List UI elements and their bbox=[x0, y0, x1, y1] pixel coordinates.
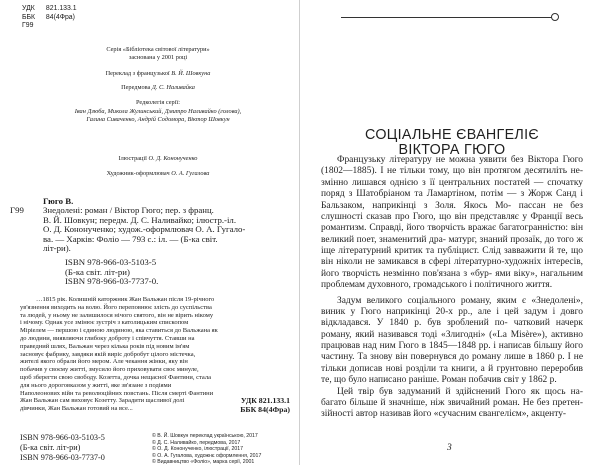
catalog-record: Гюго В. Г99 Знедолені: роман / Віктор Гюго; пер. з франц. В. Й. Шовкун; передм. Д. С. Наливайко; ілюстр.-іл. О. Д. Кононученко; худож.-оформлювач О. А. Гугало- ва. — Харків: Фоліо — 793 с.: іл. — (Б-ка світ. літ-ри). ISBN 978-966-03-5103-5 (Б-ка світ. літ-ри) ISBN 978-966-03-7737-0. bbox=[10, 197, 292, 287]
paragraph: Задум великого соціального роману, яким є «Знедолені», виник у Гюго наприкінці 20-х рр., але і цей задум і довго відкладався. У 1840 р. був зроблений по- чатковий начерк роману, який називався тоді «Злигодні» («La Misère»), активно працював над ним Гюго в 1845—1848 рр. і написав більшу його частину. Та знову він повернувся до роману лише в 1860 р. І не тільки дописав нові розділи та книги, а й грунтовно переробив те, що було написано раніше. Роман побачив світ у 1862 р. bbox=[321, 295, 584, 386]
paragraph: Цей твір був задуманий й здійснений Гюго як щось на- багато більше й значніше, ніж звичайний роман. Не без претен- зійності автор називав його «сучасним євангелієм», акценту- bbox=[321, 386, 583, 420]
foreword-credit: Передмова Д. С. Наливайка bbox=[121, 84, 195, 91]
artist-credit: Художник-оформлювач О. А. Гугалова bbox=[106, 170, 210, 177]
council-heading: Редколегія серії: bbox=[136, 99, 180, 106]
code-row: ББК 84(4Фра) bbox=[22, 13, 75, 21]
annotation: …1815 рік. Колишній каторжник Жан Вальжан після 19-річного ув'язнення виходить на волю. Його переповнює злість до суспільства та людей, у ньому не залишилося нічого святого, він не вірить нікому і нічому. Однак усе змінює зустріч з католицьким єпископом Міріелем — першою і єдиною людиною, яка ставиться до Вальжана як до людини, виявляючи глибоку доброту і співчуття. Ставши на праведний шлях, Вальжан через кілька років під новим ім'ям засновує фабрику, завдяки якій виріс добробут цілого містечка, жителі якого обрали його мером. Але чекання жінки, яку він побачив у своєму житті, змусило його приховувати своє минуле, щоб зберегти свою свободу. Козетта, дочка нещасної Фантини, стала для нього дороговказом у житті, яке зв'язане з подіями Наполеонових війн та революційних повстань. Після смерті Фантини Жан Вальжан сам виховує Козетту. Зарадити щасливої долі дівчинки, Жан Вальжан готовий на все... bbox=[20, 296, 218, 413]
body-text bbox=[321, 155, 583, 421]
page-number: 3 bbox=[447, 443, 452, 453]
classification-codes bbox=[22, 5, 77, 31]
translation-credit: Переклад з французької В. Й. Шовкуна bbox=[105, 70, 211, 77]
code-row: УДК 821.133.1 bbox=[22, 5, 77, 12]
isbn-list: ISBN 978-966-03-5103-5 (Б-ка світ. літ-ри) ISBN 978-966-03-7737-0 bbox=[20, 433, 105, 463]
code-row: Г99 bbox=[22, 22, 34, 30]
paragraph: Французьку літературу не можна уявити без Віктора Гюго (1802—1885). І не тільки тому, що він протягом десятиліть не- змінно лишався однією з її центральних постатей — спочатку поряд з Шатобріаном та Ламартіном, потім — з Жорж Санд і Бальзаком, наприкінці з Золя. Якось Мо- пассан не без слушності сказав про Гюго, що він представляє у Франції весь романтизм. Справді, його творчість вражає багатогранністю: він великий поет, знаменитий дра- матург, знаний прозаїк, до того ж іще літературний критик та публіцист. Слід завважити й те, що він ніколи не замикався в сфері літературно-художніх інтересів, його творчість незмінно пов'язана з «бур- ями віку», нагальним проблемам духовного, громадського і політичного життя. bbox=[321, 155, 584, 291]
header-ornament bbox=[341, 17, 552, 18]
illustrations-credit: Ілюстрації О. Д. Кононученко bbox=[118, 155, 198, 162]
text-page bbox=[301, 0, 600, 465]
catalog-cipher: Г99 bbox=[10, 205, 24, 216]
copyright-notices: © В. Й. Шовкун переклад українською, 2017 © Д. С. Наливайко, передмова, 2017 © О. Д. Кононученко, ілюстрації, 2017 © О. А. Гугалова, художнє оформлення, 2017 © Видавництво «Фоліо», марка серії, 2001 bbox=[152, 433, 262, 465]
catalog-isbn: ISBN 978-966-03-5103-5 (Б-ка світ. літ-ри) ISBN 978-966-03-7737-0. bbox=[65, 257, 159, 287]
chapter-title: СОЦІАЛЬНЕ ЄВАНГЕЛІЄ ВІКТОРА ГЮГО bbox=[365, 127, 539, 158]
page-gutter bbox=[299, 0, 300, 465]
series-note: Серія «Бібліотека світової літератури» заснована у 2001 році bbox=[106, 46, 210, 62]
classification-codes-bottom: УДК 821.133.1 ББК 84(4Фра) bbox=[240, 396, 290, 415]
catalog-author: Гюго В. bbox=[43, 196, 74, 206]
copyright-page bbox=[0, 0, 298, 465]
editorial-council: Редколегія серії: Іван Дзюба, Микола Жулинський, Дмитро Наливайко (голова), Галина Сиваченко, Андрій Содомора, Віктор Шовкун bbox=[22, 99, 294, 125]
